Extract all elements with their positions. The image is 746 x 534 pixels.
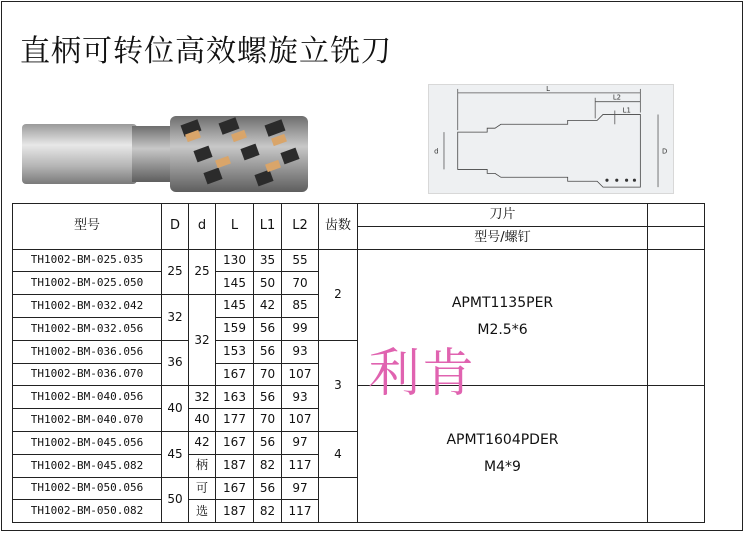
insert-screw: M2.5*6 (477, 322, 528, 339)
dim-L2: L2 (612, 93, 622, 102)
dim-L1: L1 (622, 106, 631, 115)
cell-teeth-blank (319, 477, 358, 523)
cell-d: 选 (189, 500, 216, 523)
cell-L: 187 (216, 500, 254, 523)
cell-L1: 82 (254, 500, 282, 523)
cell-d: 可 (189, 477, 216, 500)
cell-L: 177 (216, 409, 254, 432)
cell-L: 153 (216, 340, 254, 363)
cell-model: TH1002-BM-036.070 (13, 363, 162, 386)
cell-L1: 56 (254, 317, 282, 340)
cell-d: 25 (189, 249, 216, 295)
cell-teeth: 4 (319, 431, 358, 477)
header-insert: 刀片 (358, 204, 648, 227)
cell-L2: 97 (282, 477, 319, 500)
cell-L2: 107 (282, 363, 319, 386)
end-mill-photo (20, 110, 310, 200)
cell-model: TH1002-BM-045.082 (13, 454, 162, 477)
cell-L2: 97 (282, 431, 319, 454)
cell-L: 145 (216, 272, 254, 295)
cell-L: 145 (216, 295, 254, 318)
cell-L2: 93 (282, 386, 319, 409)
cell-L2: 85 (282, 295, 319, 318)
cell-model: TH1002-BM-050.082 (13, 500, 162, 523)
cell-model: TH1002-BM-040.070 (13, 409, 162, 432)
cell-d: 32 (189, 295, 216, 386)
header-L: L (216, 204, 254, 250)
insert-blank-2 (648, 386, 705, 523)
cell-L1: 56 (254, 477, 282, 500)
cell-D: 32 (162, 295, 189, 341)
cell-model: TH1002-BM-025.035 (13, 249, 162, 272)
header-model: 型号 (13, 204, 162, 250)
cell-model: TH1002-BM-036.056 (13, 340, 162, 363)
insert-model: APMT1135PER (451, 295, 554, 312)
cell-L1: 82 (254, 454, 282, 477)
cell-L2: 93 (282, 340, 319, 363)
header-L2: L2 (282, 204, 319, 250)
insert-blank-1 (648, 249, 705, 386)
cell-D: 45 (162, 431, 189, 477)
cell-L1: 35 (254, 249, 282, 272)
cell-d: 42 (189, 431, 216, 454)
insert-model: APMT1604PDER (446, 431, 559, 448)
cell-L2: 117 (282, 454, 319, 477)
spec-table (12, 203, 705, 523)
cell-L1: 70 (254, 409, 282, 432)
cell-L: 167 (216, 431, 254, 454)
cell-L2: 55 (282, 249, 319, 272)
cell-d: 柄 (189, 454, 216, 477)
header-blank (648, 204, 705, 227)
cell-D: 36 (162, 340, 189, 386)
cell-L: 130 (216, 249, 254, 272)
cell-L: 167 (216, 363, 254, 386)
watermark: 利肯 (368, 344, 477, 404)
cell-model: TH1002-BM-050.056 (13, 477, 162, 500)
cell-d: 40 (189, 409, 216, 432)
cell-model: TH1002-BM-040.056 (13, 386, 162, 409)
cell-teeth: 3 (319, 340, 358, 431)
insert-screw: M4*9 (484, 459, 521, 476)
header-d: d (189, 204, 216, 250)
header-D: D (162, 204, 189, 250)
cell-L1: 42 (254, 295, 282, 318)
insert-group-2 (358, 386, 648, 523)
cell-L1: 50 (254, 272, 282, 295)
cell-L2: 107 (282, 409, 319, 432)
cell-L2: 70 (282, 272, 319, 295)
cell-L: 167 (216, 477, 254, 500)
cell-L1: 56 (254, 431, 282, 454)
technical-drawing (428, 84, 674, 194)
header-blank-2 (648, 226, 705, 249)
cell-model: TH1002-BM-045.056 (13, 431, 162, 454)
cell-d: 32 (189, 386, 216, 409)
dim-D: D (661, 147, 668, 156)
dim-L: L (546, 84, 550, 93)
cell-D: 50 (162, 477, 189, 523)
cell-teeth: 2 (319, 249, 358, 340)
cell-L2: 99 (282, 317, 319, 340)
cell-L: 187 (216, 454, 254, 477)
cell-L2: 117 (282, 500, 319, 523)
cell-L1: 56 (254, 386, 282, 409)
page-title: 直柄可转位高效螺旋立铣刀 (20, 34, 392, 69)
cell-D: 40 (162, 386, 189, 432)
header-L1: L1 (254, 204, 282, 250)
cell-L1: 56 (254, 340, 282, 363)
cell-model: TH1002-BM-032.056 (13, 317, 162, 340)
cell-D: 25 (162, 249, 189, 295)
cell-L: 159 (216, 317, 254, 340)
dim-d: d (434, 147, 439, 156)
header-insert-sub: 型号/螺钉 (358, 226, 648, 249)
cell-model: TH1002-BM-032.042 (13, 295, 162, 318)
header-teeth: 齿数 (319, 204, 358, 250)
cell-model: TH1002-BM-025.050 (13, 272, 162, 295)
cell-L1: 70 (254, 363, 282, 386)
cell-L: 163 (216, 386, 254, 409)
